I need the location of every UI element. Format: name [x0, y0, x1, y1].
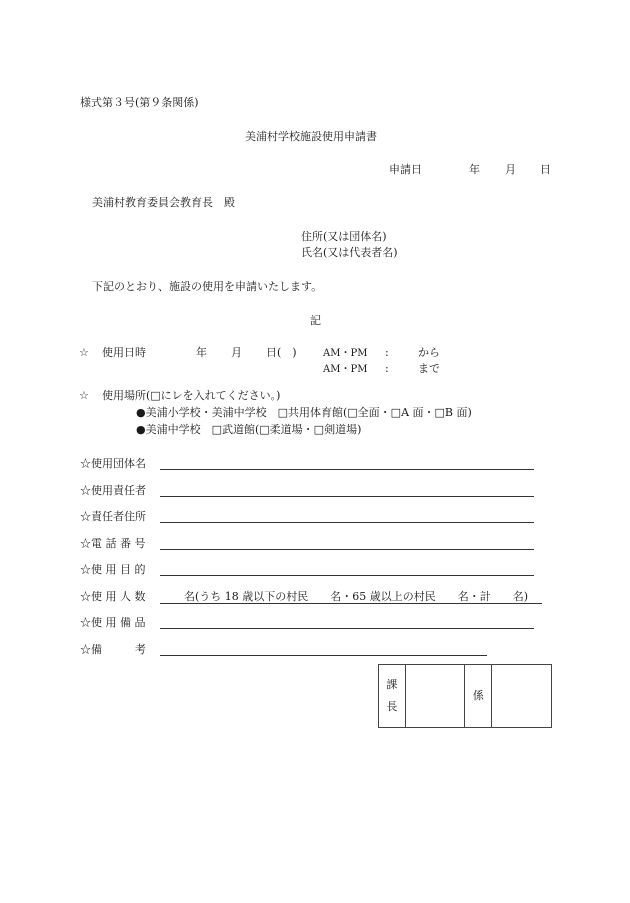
field-label: ☆使 用 目 的: [80, 563, 146, 576]
field-input-headcount[interactable]: [160, 603, 542, 604]
form-number: 様式第３号(第９条関係): [80, 96, 199, 109]
field-label: ☆使 用 備 品: [80, 616, 146, 629]
field-input-responsible-person[interactable]: [160, 496, 534, 497]
field-input-purpose[interactable]: [160, 575, 534, 576]
application-date-month: 月: [505, 163, 516, 176]
intro-text: 下記のとおり、施設の使用を申請いたします。: [92, 280, 323, 293]
application-date-label: 申請日: [389, 163, 422, 176]
section-chief-stamp-cell[interactable]: [405, 665, 465, 728]
section-chief-label-cell: [379, 665, 406, 728]
end-ampm: AM・PM: [323, 364, 368, 375]
usage-month: 月: [231, 346, 242, 359]
field-input-equipment[interactable]: [160, 628, 534, 629]
field-input-responsible-address[interactable]: [160, 522, 534, 523]
field-label: ☆電 話 番 号: [80, 537, 146, 550]
staff-label: 係: [472, 689, 484, 702]
star-icon: ☆: [79, 389, 89, 402]
from-label: から: [418, 346, 440, 359]
section-chief-label-1: 課: [386, 678, 398, 691]
start-ampm: AM・PM: [323, 348, 368, 359]
usage-year: 年: [196, 346, 207, 359]
usage-place-option-budokan[interactable]: ●美浦中学校 □武道館(□柔道場・□剣道場): [136, 423, 362, 436]
section-chief-label-2: 長: [386, 700, 398, 713]
usage-place-label: 使用場所(□にレを入れてください。): [102, 389, 281, 402]
approval-stamp-box: [378, 664, 552, 728]
application-date-day: 日: [540, 163, 551, 176]
field-label: ☆使用団体名: [80, 457, 146, 470]
addressee: 美浦村教育委員会教育長 殿: [92, 196, 235, 209]
field-input-remarks[interactable]: [160, 655, 487, 656]
usage-place-option-gym[interactable]: ●美浦小学校・美浦中学校 □共用体育館(□全面・□A 面・□B 面): [136, 406, 472, 419]
end-colon: :: [385, 362, 389, 375]
field-label: ☆使用責任者: [80, 484, 146, 497]
field-input-phone[interactable]: [160, 549, 534, 550]
field-label: ☆使 用 人 数: [80, 590, 146, 603]
applicant-address-label: 住所(又は団体名): [301, 230, 387, 243]
start-colon: :: [385, 346, 389, 359]
page-title: 美浦村学校施設使用申請書: [245, 130, 377, 143]
usage-datetime-label: 使用日時: [102, 346, 146, 359]
ki-heading: 記: [310, 314, 321, 327]
staff-label-cell: [465, 665, 492, 728]
field-input-group-name[interactable]: [160, 469, 534, 470]
field-headcount-text[interactable]: 名(うち 18 歳以下の村民 名・65 歳以上の村民 名・計 名): [184, 590, 529, 603]
until-label: まで: [418, 362, 440, 375]
application-date-year: 年: [469, 163, 480, 176]
star-icon: ☆: [79, 346, 89, 359]
applicant-name-label: 氏名(又は代表者名): [301, 246, 398, 259]
field-label: ☆責任者住所: [80, 510, 146, 523]
field-label: ☆備 考: [80, 643, 146, 656]
staff-stamp-cell[interactable]: [492, 665, 552, 728]
usage-day: 日( ): [266, 346, 297, 359]
